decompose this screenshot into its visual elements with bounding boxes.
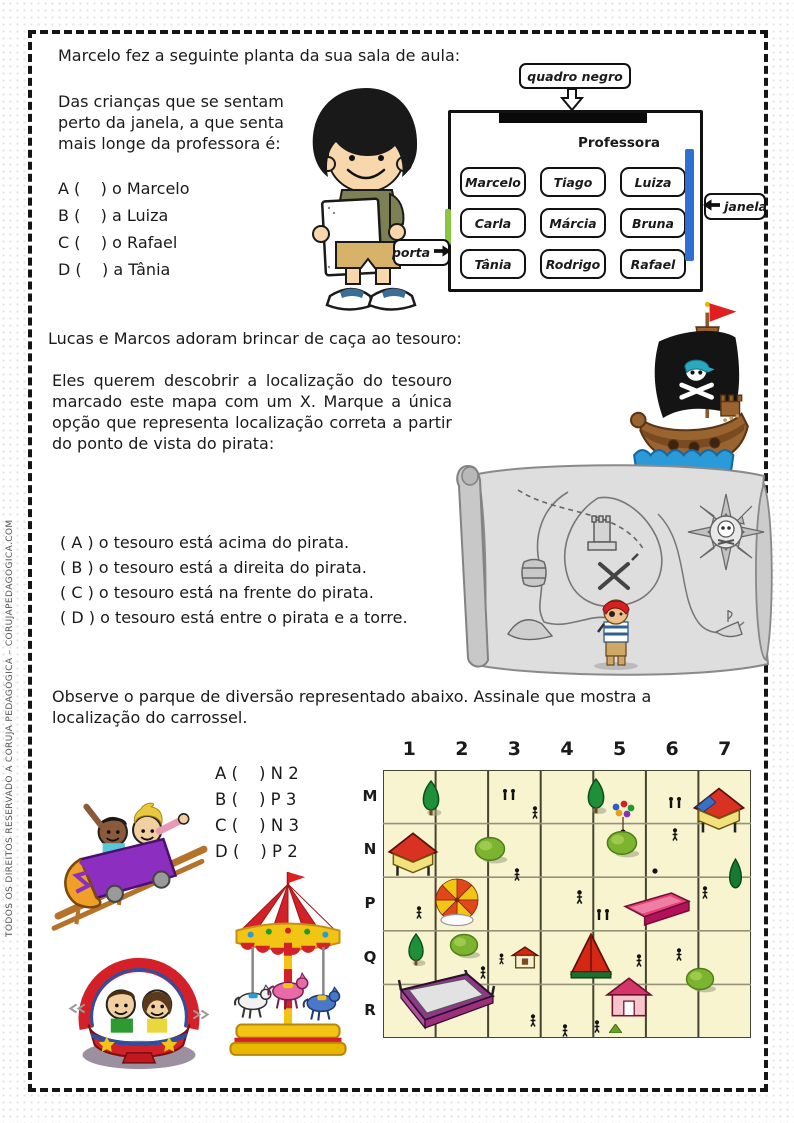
grid-item-person	[593, 1018, 601, 1031]
desk-márcia: Márcia	[540, 208, 606, 238]
grid-item-person	[498, 950, 505, 962]
door-tag	[393, 239, 450, 266]
grid-item-house-pink	[603, 974, 655, 1022]
carousel-illustration	[222, 868, 354, 1074]
q2-option-3: ( D ) o tesouro está entre o pirata e a torre.	[60, 608, 408, 627]
window-tag-label: janela	[724, 199, 767, 214]
desk-carla: Carla	[460, 208, 526, 238]
grid-item-person-pair	[501, 786, 517, 798]
grid-item-house-red-blue	[688, 784, 750, 836]
grid-item-person	[635, 952, 643, 965]
q1-option-1: B ( ) a Luiza	[58, 206, 169, 225]
roller-coaster-illustration	[50, 786, 212, 958]
desk-bruna: Bruna	[620, 208, 686, 238]
grid-item-person	[415, 904, 423, 917]
copyright-sidebar: TODOS OS DIREITOS RESERVADO A CORUJA PEDAGÓGICA – CORUJAPEDAGOGICA.COM	[5, 519, 15, 937]
grid-col-label-4: 4	[560, 738, 574, 760]
q1-question: Das crianças que se sentam perto da janela, a que senta mais longe da professora é:	[58, 92, 284, 154]
grid-item-person	[531, 804, 539, 817]
grid-item-round-bush	[473, 836, 509, 864]
blackboard-tag	[519, 63, 631, 89]
grid-item-tent-red	[569, 932, 613, 980]
q2-option-1: ( B ) o tesouro está a direita do pirata.	[60, 558, 367, 577]
grid-item-round-bush	[684, 967, 718, 993]
q1-option-3: D ( ) a Tânia	[58, 260, 171, 279]
grid-item-person-pair	[595, 906, 611, 918]
grid-item-leaf-tree	[727, 858, 744, 890]
spinning-ride-illustration	[68, 948, 210, 1076]
q3-option-0: A ( ) N 2	[215, 764, 299, 783]
q3-intro: Observe o parque de diversão representado abaixo. Assinale que mostra a localização do carrossel.	[52, 687, 652, 728]
pirate-ship-illustration	[630, 298, 754, 480]
q1-option-2: C ( ) o Rafael	[58, 233, 178, 252]
desk-grid	[460, 167, 686, 279]
q1-intro: Marcelo fez a seguinte planta da sua sala de aula:	[58, 46, 461, 65]
desk-tânia: Tânia	[460, 249, 526, 279]
left-arrow-icon	[703, 199, 720, 214]
grid-item-person	[675, 946, 683, 959]
grid-item-person	[561, 1022, 569, 1035]
q1-options	[58, 175, 190, 283]
grid-item-pool-purple	[390, 970, 500, 1034]
grid-col-label-6: 6	[665, 738, 679, 760]
window-bar	[685, 149, 694, 261]
grid-col-label-5: 5	[612, 738, 627, 760]
q2-option-2: ( C ) o tesouro está na frente do pirata.	[60, 583, 374, 602]
grid-item-person	[701, 884, 709, 897]
grid-item-person	[575, 889, 584, 903]
grid-col-label-2: 2	[455, 738, 469, 760]
grid-item-dot	[652, 859, 658, 865]
classroom-diagram	[448, 110, 703, 292]
q2-options	[60, 530, 408, 630]
grid-item-round-bush	[448, 933, 482, 959]
desk-tiago: Tiago	[540, 167, 606, 197]
grid-item-person-pair	[667, 794, 683, 806]
grid-item-conifer-tree	[406, 933, 426, 967]
grid-row-label-Q: Q	[363, 947, 377, 966]
grid-item-building-pink	[622, 891, 692, 926]
grid-item-person	[529, 1012, 537, 1025]
desk-luiza: Luiza	[620, 167, 686, 197]
q2-option-0: ( A ) o tesouro está acima do pirata.	[60, 533, 350, 552]
right-arrow-icon	[434, 245, 451, 260]
grid-row-label-R: R	[364, 1001, 376, 1020]
park-map-grid	[358, 734, 764, 1079]
q3-option-1: B ( ) P 3	[215, 790, 297, 809]
grid-item-conifer-tree	[585, 778, 607, 815]
window-tag	[704, 193, 766, 220]
grid-item-house-red	[383, 829, 443, 879]
grid-col-label-3: 3	[507, 738, 522, 760]
teacher-label: Professora	[578, 135, 660, 151]
door-tag-label: porta	[391, 245, 431, 260]
grid-item-kiosk	[510, 945, 540, 972]
grid-item-person	[671, 826, 679, 839]
grid-col-label-7: 7	[718, 738, 732, 760]
q2-question: Eles querem descobrir a localização do tesouro marcado este mapa com um X. Marque a única opção que representa localização correta a partir do ponto de vista do pirata:	[52, 371, 452, 454]
dashed-frame	[28, 30, 768, 1092]
desk-rodrigo: Rodrigo	[540, 249, 606, 279]
grid-item-conifer-tree	[420, 780, 442, 817]
grid-col-label-1: 1	[402, 738, 416, 760]
grid-row-label-N: N	[363, 840, 377, 859]
grid-item-carousel	[433, 878, 481, 930]
q2-intro: Lucas e Marcos adoram brincar de caça ao tesouro:	[48, 329, 462, 348]
grid-row-label-P: P	[364, 894, 376, 912]
carousel-horse-blue	[304, 987, 340, 1020]
blackboard-bar	[499, 113, 647, 123]
q3-option-3: D ( ) P 2	[215, 842, 298, 861]
desk-rafael: Rafael	[620, 249, 686, 279]
grid-item-round-bush	[605, 830, 641, 858]
grid-item-person	[513, 866, 521, 879]
q1-option-0: A ( ) o Marcelo	[58, 179, 190, 198]
blackboard-tag-label: quadro negro	[527, 68, 623, 84]
q3-option-2: C ( ) N 3	[215, 816, 299, 835]
desk-marcelo: Marcelo	[460, 167, 526, 197]
student-boy-illustration	[283, 82, 445, 326]
treasure-map-illustration	[448, 454, 788, 693]
q3-options	[215, 761, 299, 865]
grid-row-label-M: M	[362, 786, 378, 805]
